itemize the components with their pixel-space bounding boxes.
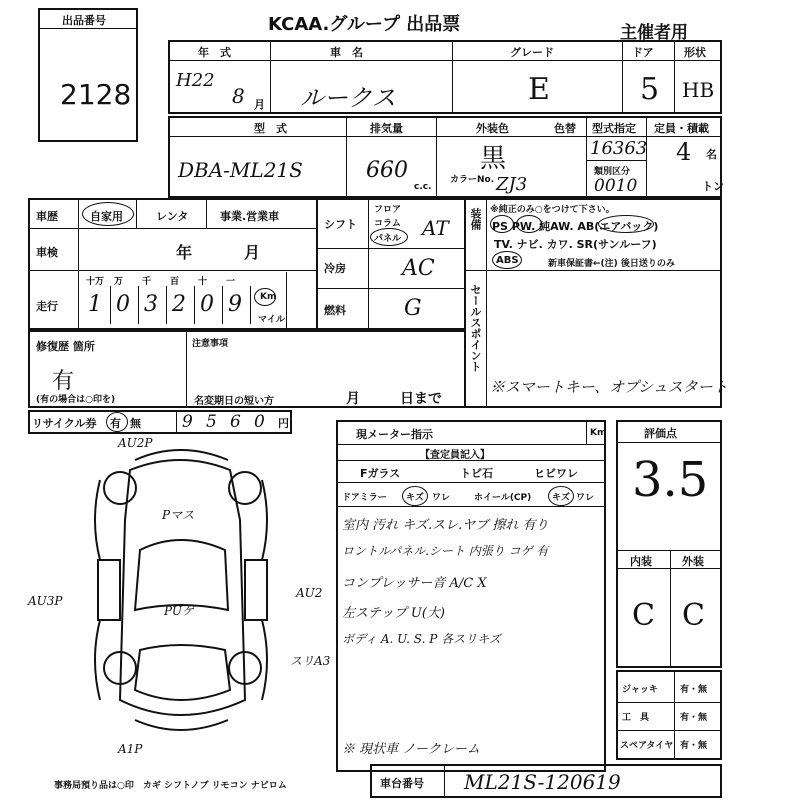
recycle-yes-circle [106, 412, 128, 432]
office-note: 事務局預り品は○印 カギ シフトノブ リモコン ナビロム [54, 781, 287, 791]
cc-label: c.c. [414, 182, 432, 192]
km-label: Km [260, 292, 277, 302]
year-label: 年 式 [198, 46, 231, 59]
jack-value: 有・無 [680, 685, 708, 695]
color-label: 外装色 [476, 122, 509, 135]
expiry-day: 日まで [400, 391, 442, 407]
shift-label: シフト [324, 218, 357, 231]
recycle-yes: 有 [110, 417, 121, 430]
rating-label: 評価点 [644, 427, 677, 440]
mileage-unit-label: 万 [114, 277, 124, 287]
meter-unit: Km [590, 428, 607, 438]
shift-panel: パネル [374, 234, 402, 244]
mileage-digit: 9 [228, 292, 242, 317]
inspector-item-wheel-scratch: キズ [552, 493, 570, 503]
inspector-item-mirror-crack: ワレ [432, 493, 451, 503]
sales-point-text: ※スマートキー、オプシュスタート [490, 378, 728, 396]
inspector-footer-note: ※ 現状車 ノークレーム [342, 742, 480, 757]
meter-label: 現メーター指示 [356, 428, 433, 441]
persons-label: 名 [706, 148, 717, 161]
recycle-block [28, 410, 292, 434]
diagram-mark-au2: AU2 [296, 586, 323, 600]
spare-tire-label: スペアタイヤ [620, 741, 674, 751]
ab-circle [598, 215, 654, 233]
fuel-value: G [404, 296, 422, 321]
recycle-amount-digit: 5 [206, 412, 217, 432]
recycle-amount-digit: 0 [254, 412, 265, 432]
shift-panel-circle [370, 228, 408, 246]
model-row [168, 116, 722, 198]
fuel-label: 燃料 [324, 304, 346, 317]
inspector-item-fglass: Fガラス [360, 467, 401, 480]
type-spec-value: 16363 [590, 138, 648, 159]
color-no-value: ZJ3 [496, 174, 528, 195]
diagram-mark-au3p: AU3P [28, 594, 63, 608]
history-block [28, 198, 318, 330]
grade-label: グレード [510, 46, 554, 59]
equipment-line-2: TV. ナビ. カワ. SR(サンルーフ) [494, 238, 657, 251]
sales-point-label: セールスポイント [469, 284, 482, 372]
inspector-note-1: 室内 汚れ キズ.スレ.ヤブ 擦れ 有り [342, 518, 549, 533]
equipment-label: 装備 [469, 208, 482, 230]
shift-value: AT [422, 216, 449, 240]
capacity-label: 定員・積載 [654, 122, 709, 135]
inspector-label: 【査定員記入】 [420, 450, 490, 461]
inspector-item-mirror: ドアミラー [342, 493, 387, 503]
diagram-mark-au2p: AU2P [118, 436, 153, 450]
inspector-note-4: 左ステップ U(大) [342, 606, 445, 621]
inspector-item-tobi: トビ石 [460, 467, 493, 480]
recycle-no: 無 [130, 417, 141, 430]
color-change-label: 色替 [554, 122, 576, 135]
month-suffix: 月 [254, 98, 265, 111]
exterior-grade: C [682, 598, 705, 633]
inspector-block [336, 420, 606, 772]
inspection-month: 月 [244, 243, 261, 262]
vehicle-row [168, 40, 722, 114]
mileage-digit: 3 [144, 292, 158, 317]
rating-score: 3.5 [632, 452, 709, 508]
rental-label: レンタ [156, 210, 189, 223]
mileage-digit: 0 [200, 292, 214, 317]
abs-circle [492, 251, 522, 269]
history-label: 車歴 [36, 210, 58, 223]
spare-tire-value: 有・無 [680, 741, 708, 751]
mileage-digit: 0 [116, 292, 130, 317]
mileage-unit-label: 一 [226, 277, 236, 287]
repair-note: (有の場合は○印を) [36, 395, 116, 405]
diagram-mark-suria3: スリA3 [290, 654, 331, 668]
capacity-value: 4 [676, 138, 692, 166]
tools-value: 有・無 [680, 713, 708, 723]
shape-value: HB [682, 78, 715, 102]
year-value: H22 [176, 70, 215, 91]
ton-label: トン [702, 180, 724, 193]
private-use-circle [82, 202, 134, 226]
mile-label: マイル [258, 315, 285, 325]
shape-label: 形状 [684, 46, 706, 59]
repair-label: 修復歴 箇所 [36, 340, 95, 353]
door-value: 5 [640, 72, 660, 107]
shift-block [316, 198, 466, 330]
car-name-value: ルークス [300, 84, 396, 112]
expiry-label: 名変期日の短い方 [194, 396, 274, 407]
lot-number-box [38, 8, 138, 142]
inspector-item-crack: ヒビワレ [534, 467, 578, 480]
chassis-block [370, 764, 722, 798]
equipment-line-3: 新車保証書←(注) 後日送りのみ [548, 259, 675, 269]
lot-number: 2128 [60, 78, 132, 111]
recycle-label: リサイクル券 [32, 417, 97, 430]
recycle-amount-digit: 6 [230, 412, 241, 432]
inspection-year: 年 [176, 243, 193, 262]
mileage-unit-label: 千 [142, 277, 152, 287]
type-spec-label: 型式指定 [592, 122, 636, 135]
exterior-label: 外装 [682, 555, 704, 568]
rating-block [616, 420, 722, 668]
displacement-value: 660 [366, 158, 408, 183]
chassis-number: ML21S-120619 [464, 770, 621, 794]
mileage-digit: 2 [172, 292, 186, 317]
class-value: 0010 [594, 176, 638, 196]
shift-floor: フロア [374, 205, 402, 215]
repair-value: 有 [52, 369, 75, 394]
door-label: ドア [632, 46, 654, 59]
diagram-mark-pmasu: Pマス [162, 508, 195, 522]
aircon-label: 冷房 [324, 262, 346, 275]
business-label: 事業.営業車 [220, 210, 280, 223]
private-use-label: 自家用 [90, 210, 123, 223]
expiry-month: 月 [346, 391, 360, 407]
inspector-note-2: ロントルパネル.シート 内張り コゲ 有 [342, 544, 549, 558]
inspector-item-wheel: ホイール(CP) [474, 493, 532, 503]
inspector-item-wheel-crack: ワレ [576, 493, 595, 503]
mileage-unit-label: 十 [198, 277, 208, 287]
mirror-scratch-circle [402, 486, 428, 506]
abs-label: ABS [496, 255, 519, 266]
wheel-scratch-circle [548, 486, 574, 506]
diagram-mark-a1p: A1P [118, 742, 143, 756]
recycle-amount-digit: 9 [182, 412, 193, 432]
equipment-line-1: PS PW. 純AW. AB(エアバック) [492, 220, 659, 233]
diagram-mark-puge: PUゲ [164, 604, 194, 618]
color-value: 黒 [480, 144, 507, 174]
ps-circle [490, 215, 514, 233]
tools-label: 工 具 [622, 713, 650, 723]
interior-label: 内装 [630, 555, 652, 568]
jack-label: ジャッキ [622, 685, 658, 695]
inspector-item-mirror-scratch: キズ [406, 493, 424, 503]
aircon-value: AC [402, 256, 435, 281]
caution-label: 注意事項 [192, 339, 229, 349]
pw-circle [516, 215, 542, 233]
displacement-label: 排気量 [370, 122, 403, 135]
month-value: 8 [232, 84, 245, 108]
model-value: DBA-ML21S [178, 158, 303, 182]
model-label: 型 式 [254, 122, 287, 135]
class-label: 類別区分 [594, 167, 631, 177]
recycle-yen: 円 [278, 417, 289, 430]
chassis-label: 車台番号 [380, 777, 424, 790]
inspector-note-3: コンプレッサー音 A/C X [342, 576, 487, 591]
interior-grade: C [632, 598, 655, 633]
km-circle [254, 288, 276, 306]
extras-block [616, 670, 722, 760]
organizer-label: 主催者用 [620, 23, 688, 43]
inspection-label: 車検 [36, 246, 58, 259]
inspector-note-5: ボディ A. U. S. P 各スリキズ [342, 632, 501, 646]
form-title: KCAA.グループ 出品票 [268, 14, 461, 35]
lot-number-label: 出品番号 [62, 14, 106, 27]
mileage-unit-label: 百 [170, 277, 180, 287]
mileage-unit-label: 十万 [86, 277, 105, 287]
mileage-label: 走行 [36, 300, 58, 313]
equipment-note: ※純正のみ○をつけて下さい。 [490, 205, 615, 215]
car-name-label: 車 名 [330, 46, 363, 59]
repair-block [28, 330, 466, 408]
equipment-block [464, 198, 728, 408]
shift-column: コラム [374, 219, 401, 229]
grade-value: E [528, 72, 550, 107]
mileage-digit: 1 [88, 292, 102, 317]
color-no-label: カラーNo. [450, 175, 495, 185]
